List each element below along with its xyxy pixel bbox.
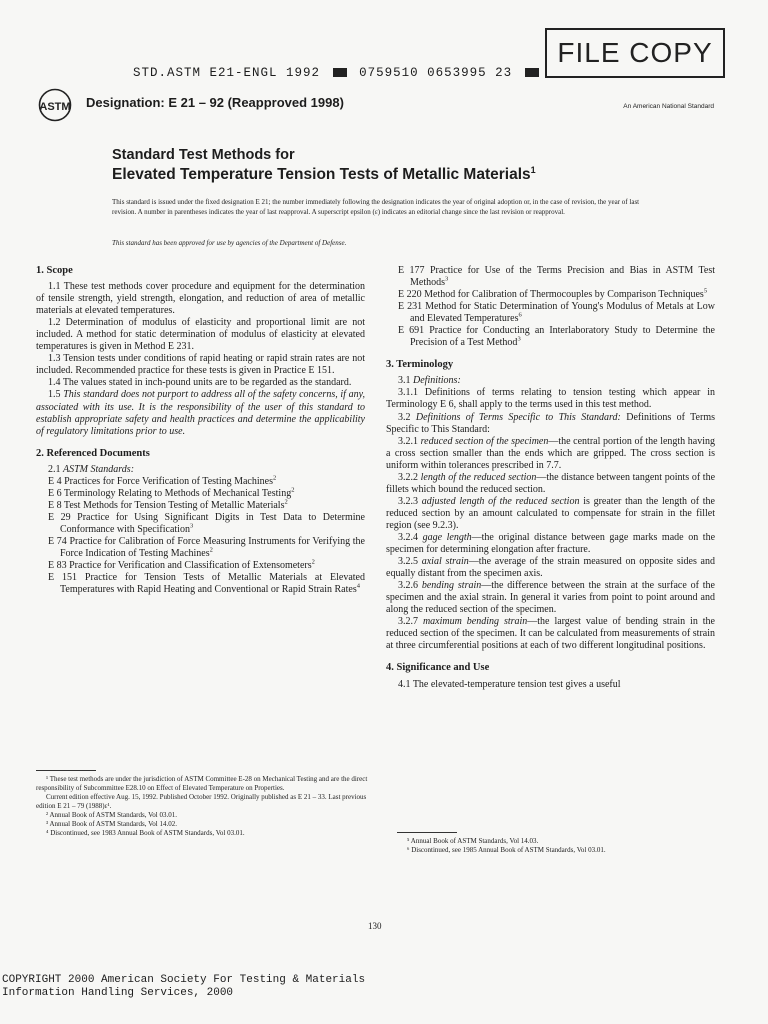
footnotes-left bbox=[36, 770, 368, 838]
paragraph-3-2: 3.2 Definitions of Terms Specific to This Standard: Definitions of Terms Specific to This Standard: bbox=[386, 411, 715, 435]
paragraph-1-5: 1.5 This standard does not purport to address all of the safety concerns, if any, associated with its use. It is the responsibility of the user of this standard to establish appropriate safety and health practices and determine the applicability of regulatory limitations prior to use. bbox=[36, 389, 366, 437]
title-footnote-ref: 1 bbox=[530, 164, 536, 175]
definition-item: 3.2.4 gage length—the original distance between gage marks made on the specimen for determining elongation after fracture. bbox=[386, 531, 716, 556]
reference-item: E 74 Practice for Calibration of Force Measuring Instruments for Verifying the Force Indication of Testing Machines$^2$ bbox=[48, 535, 365, 560]
reference-item: E 177 Practice for Use of the Terms Precision and Bias in ASTM Test Methods$^3$ bbox=[398, 265, 715, 289]
reference-item: E 6 Terminology Relating to Methods of Mechanical Testing$^2$ bbox=[48, 486, 295, 499]
paragraph-4-1: 4.1 The elevated-temperature tension test gives a useful bbox=[398, 678, 621, 690]
reference-item: E 220 Method for Calibration of Thermocouples by Comparison Techniques$^5$ bbox=[398, 287, 708, 301]
section-heading-scope: 1. Scope bbox=[36, 265, 73, 276]
reference-item: E 8 Test Methods for Tension Testing of Metallic Materials$^2$ bbox=[48, 498, 288, 511]
reference-list-left bbox=[36, 476, 365, 596]
definition-item: 3.2.1 reduced section of the specimen—the central portion of the length having a cross section smaller than the ends which are gripped. The cross section is uniform within tolerances prescribed in 7.7. bbox=[386, 435, 715, 471]
copyright-notice bbox=[2, 974, 365, 1000]
footnote-2: ² Annual Book of ASTM Standards, Vol 03.01. bbox=[46, 811, 177, 819]
footnote-6: ⁶ Discontinued, see 1985 Annual Book of ASTM Standards, Vol 03.01. bbox=[407, 846, 606, 854]
std-reference-left: STD.ASTM E21-ENGL 1992 bbox=[133, 66, 321, 80]
copyright-line-1: COPYRIGHT 2000 American Society For Testing & Materials bbox=[2, 974, 366, 986]
footnote-1b: Current edition effective Aug. 15, 1992. Published October 1992. Originally published as E 21 – 33. Last previous edition E 21 – 79 (1988)ε¹. bbox=[36, 793, 367, 810]
definition-item: 3.2.2 length of the reduced section—the distance between tangent points of the fillets which bound the reduced section. bbox=[386, 471, 716, 495]
astm-logo-icon bbox=[38, 88, 72, 122]
std-reference-right: 23 bbox=[495, 66, 513, 80]
reference-item: E 691 Practice for Conducting an Interlaboratory Study to Determine the Precision of a Test Method$^3$ bbox=[398, 325, 715, 349]
std-reference-mid: 0759510 0653995 bbox=[359, 66, 487, 80]
footnote-3: ³ Annual Book of ASTM Standards, Vol 14.02. bbox=[46, 820, 177, 828]
definition-item: 3.2.7 maximum bending strain—the largest value of bending strain in the reduced section of the specimen. It can be calculated from measurements of strain at three circumferential positions at each of two different longitudinal positions. bbox=[386, 616, 715, 652]
file-copy-stamp: FILE COPY bbox=[545, 28, 725, 78]
paragraph-1-4: 1.4 The values stated in inch-pound units are to be regarded as the standard. bbox=[48, 377, 352, 389]
section-heading-referenced-documents: 2. Referenced Documents bbox=[36, 447, 150, 459]
left-column bbox=[36, 265, 365, 596]
paragraph-1-1: 1.1 These test methods cover procedure and equipment for the determination of tensile strength, yield strength, elongation, and reduction of area of metallic materials at elevated temperatures. bbox=[36, 281, 365, 317]
right-column bbox=[386, 265, 715, 691]
definitions-list bbox=[386, 436, 715, 653]
redaction-block bbox=[525, 68, 539, 77]
page-number: 130 bbox=[368, 921, 382, 931]
definition-item: 3.2.6 bending strain—the difference between the strain at the surface of the specimen and the axial strain. In general it varies from point to point around and along the reduced section of the specimen. bbox=[386, 580, 715, 616]
logo-text: ASTM bbox=[39, 101, 71, 113]
paragraph-3-1: 3.1 Definitions: bbox=[398, 375, 461, 387]
definition-item: 3.2.3 adjusted length of the reduced section is greater than the length of the reduced section by an amount calculated to compensate for strain in the fillet region (see 9.2.3). bbox=[386, 495, 715, 531]
title-text: Elevated Temperature Tension Tests of Metallic Materials bbox=[112, 166, 531, 183]
section-heading-terminology: 3. Terminology bbox=[386, 359, 454, 371]
designation: Designation: E 21 – 92 (Reapproved 1998) bbox=[86, 95, 344, 110]
approved-note: This standard has been approved for use by agencies of the Department of Defense. bbox=[112, 239, 347, 247]
definition-item: 3.2.5 axial strain—the average of the strain measured on opposite sides and equally distant from the specimen axis. bbox=[386, 556, 715, 580]
reference-item: E 231 Method for Static Determination of Young's Modulus of Metals at Low and Elevated Temperatures$^6$ bbox=[398, 301, 715, 325]
footnote-4: ⁴ Discontinued, see 1983 Annual Book of ASTM Standards, Vol 03.01. bbox=[46, 829, 245, 837]
title-line-2 bbox=[112, 166, 536, 184]
reference-item: E 4 Practices for Force Verification of Testing Machines$^2$ bbox=[48, 474, 277, 487]
std-reference-line bbox=[133, 66, 543, 80]
footnote-1: ¹ These test methods are under the jurisdiction of ASTM Committee E-28 on Mechanical Testing and are the direct responsibility of Subcommittee E28.10 on Effect of Elevated Temperature on Properties. bbox=[36, 775, 368, 792]
redaction-block bbox=[333, 68, 347, 77]
paragraph-3-1-1: 3.1.1 Definitions of terms relating to tension testing which appear in Terminology E 6, shall apply to the terms used in this test method. bbox=[386, 387, 715, 411]
issued-note: This standard is issued under the fixed designation E 21; the number immediately following the designation indicates the year of original adoption or, in the case of revision, the year of last revision. A number in parentheses indicates the year of last reapproval. A superscript epsilon (ε) indicates an editorial change since the last revision or reapproval. bbox=[112, 198, 640, 216]
section-heading-significance: 4. Significance and Use bbox=[386, 662, 490, 674]
paragraph-1-2: 1.2 Determination of modulus of elasticity and proportional limit are not included. A method for static determination of modulus of elasticity at elevated temperatures is given in Method E 231. bbox=[36, 317, 365, 353]
reference-item: E 151 Practice for Tension Tests of Metallic Materials at Elevated Temperatures with Rapid Heating and Conventional or Rapid Strain Rates$^4$ bbox=[48, 572, 365, 596]
paragraph-1-3: 1.3 Tension tests under conditions of rapid heating or rapid strain rates are not included. Recommended practice for these tests is given in Practice E 151. bbox=[36, 353, 365, 377]
reference-list-right bbox=[386, 265, 715, 349]
reference-item: E 83 Practice for Verification and Classification of Extensometers$^2$ bbox=[48, 558, 315, 572]
american-national-standard-label: An American National Standard bbox=[623, 103, 714, 110]
footnotes-right bbox=[397, 832, 717, 855]
copyright-line-2: Information Handling Services, 2000 bbox=[2, 987, 234, 999]
paragraph-2-1: 2.1 ASTM Standards: bbox=[48, 463, 135, 475]
reference-item: E 29 Practice for Using Significant Digits in Test Data to Determine Conformance with Specification$^3$ bbox=[48, 511, 365, 535]
title-line-1: Standard Test Methods for bbox=[112, 147, 295, 163]
footnote-5: ⁵ Annual Book of ASTM Standards, Vol 14.03. bbox=[407, 837, 539, 845]
